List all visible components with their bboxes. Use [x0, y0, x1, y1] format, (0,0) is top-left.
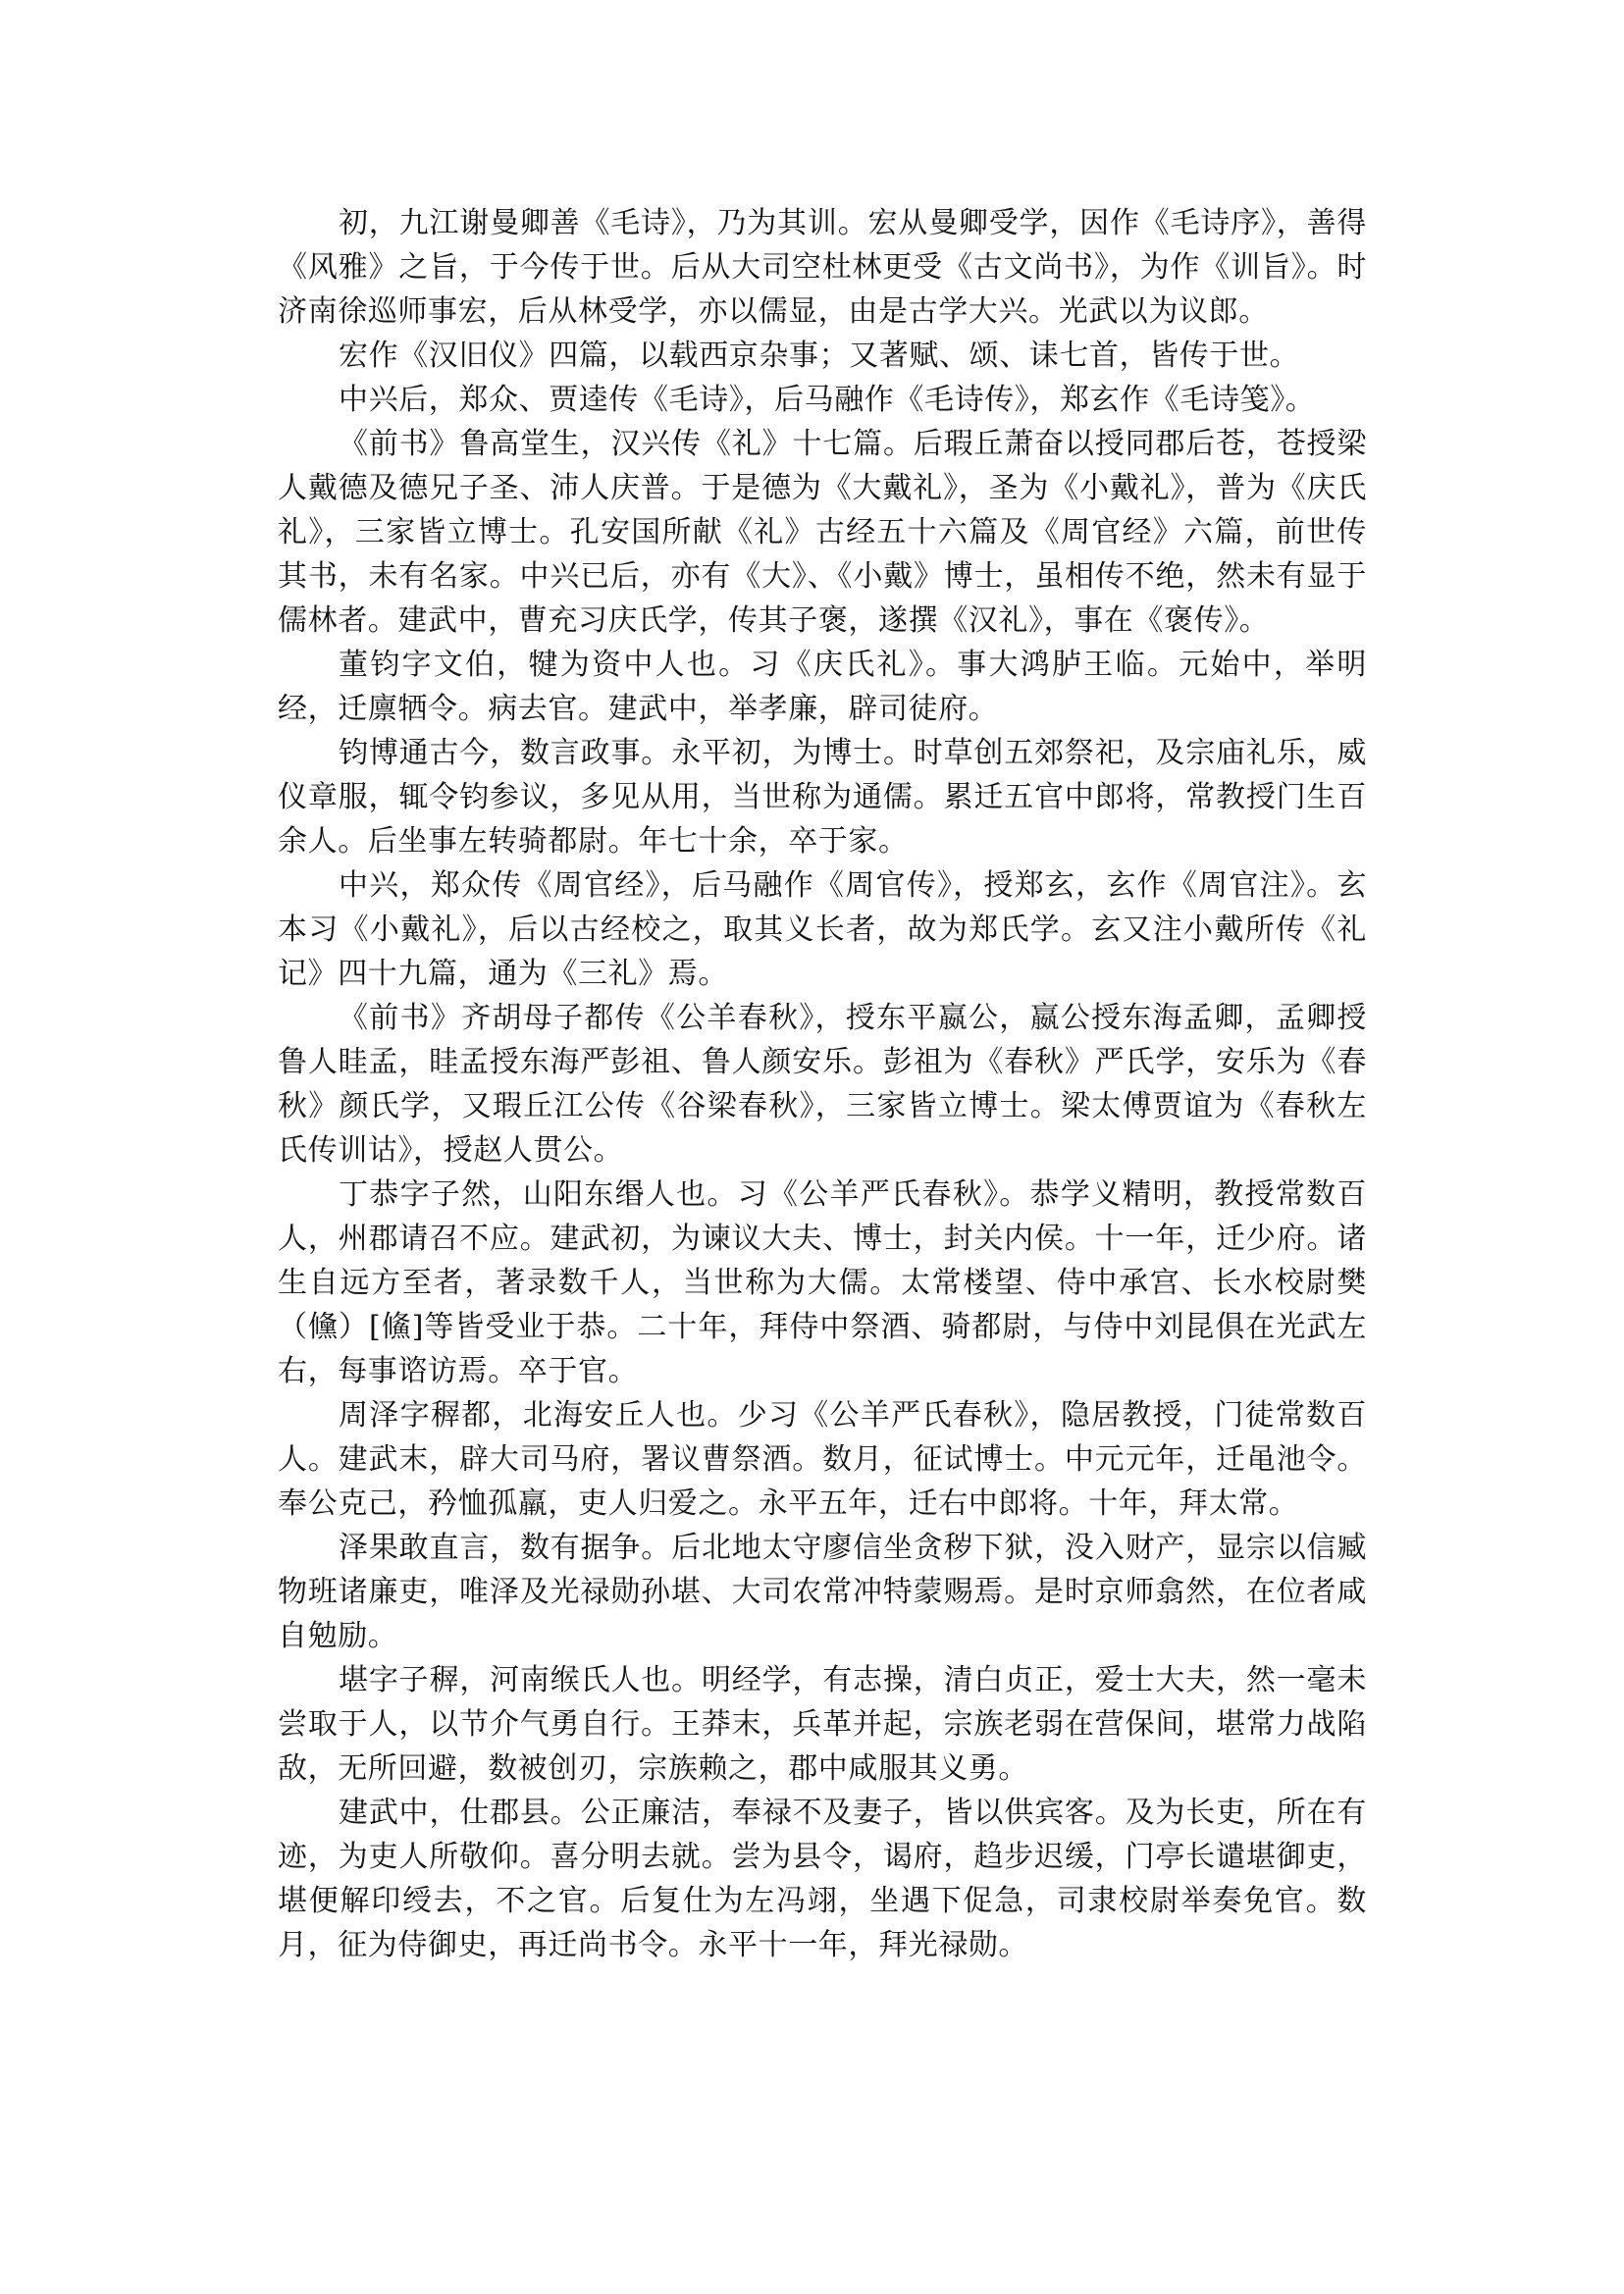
paragraph: 《前书》齐胡母子都传《公羊春秋》，授东平嬴公，嬴公授东海孟卿，孟卿授鲁人眭孟，眭孟授东海严彭祖、鲁人颜安乐。彭祖为《春秋》严氏学，安乐为《春秋》颜氏学，又瑕丘江公传《谷梁春秋》，三家皆立博士。梁太傅贾谊为《春秋左氏传训诂》，授赵人贯公。 — [278, 1001, 1367, 1168]
paragraph: 中兴，郑众传《周官经》，后马融作《周官传》，授郑玄，玄作《周官注》。玄本习《小戴礼》，后以古经校之，取其义长者，故为郑氏学。玄又注小戴所传《礼记》四十九篇，通为《三礼》焉。 — [278, 868, 1367, 991]
paragraph: 周泽字稺都，北海安丘人也。少习《公羊严氏春秋》，隐居教授，门徒常数百人。建武末，辟大司马府，署议曹祭酒。数月，征试博士。中元元年，迁黾池令。奉公克己，矜恤孤羸，吏人归爱之。永平五年，迁右中郎将。十年，拜太常。 — [278, 1398, 1367, 1521]
paragraph: 钧博通古今，数言政事。永平初，为博士。时草创五郊祭祀，及宗庙礼乐，威仪章服，辄令钧参议，多见从用，当世称为通儒。累迁五官中郎将，常教授门生百余人。后坐事左转骑都尉。年七十余，卒于家。 — [278, 736, 1367, 859]
paragraph: 《前书》鲁高堂生，汉兴传《礼》十七篇。后瑕丘萧奋以授同郡后苍，苍授梁人戴德及德兄子圣、沛人庆普。于是德为《大戴礼》，圣为《小戴礼》，普为《庆氏礼》，三家皆立博士。孔安国所献《礼》古经五十六篇及《周官经》六篇，前世传其书，未有名家。中兴已后，亦有《大》、《小戴》博士，虽相传不绝，然未有显于儒林者。建武中，曹充习庆氏学，传其子褒，遂撰《汉礼》，事在《褒传》。 — [278, 427, 1367, 638]
document-page — [278, 201, 1367, 1967]
paragraph: 建武中，仕郡县。公正廉洁，奉禄不及妻子，皆以供宾客。及为长吏，所在有迹，为吏人所敬仰。喜分明去就。尝为县令，谒府，趋步迟缓，门亭长谴堪御吏，堪便解印绶去，不之官。后复仕为左冯翊，坐遇下促急，司隶校尉举奏免官。数月，征为侍御史，再迁尚书令。永平十一年，拜光禄勋。 — [278, 1796, 1367, 1962]
paragraph: 堪字子稺，河南缑氏人也。明经学，有志操，清白贞正，爱士大夫，然一毫未尝取于人，以节介气勇自行。王莽末，兵革并起，宗族老弱在营保间，堪常力战陷敌，无所回避，数被创刃，宗族赖之，郡中咸服其义勇。 — [278, 1663, 1367, 1786]
paragraph: 中兴后，郑众、贾逵传《毛诗》，后马融作《毛诗传》，郑玄作《毛诗笺》。 — [339, 383, 1316, 417]
paragraph: 宏作《汉旧仪》四篇，以载西京杂事；又著赋、颂、诔七首，皆传于世。 — [339, 339, 1300, 373]
paragraph: 董钧字文伯，犍为资中人也。习《庆氏礼》。事大鸿胪王临。元始中，举明经，迁廪牺令。病去官。建武中，举孝廉，辟司徒府。 — [278, 648, 1367, 726]
paragraph: 初，九江谢曼卿善《毛诗》，乃为其训。宏从曼卿受学，因作《毛诗序》，善得《风雅》之旨，于今传于世。后从大司空杜林更受《古文尚书》，为作《训旨》。时济南徐巡师事宏，后从林受学，亦以儒显，由是古学大兴。光武以为议郎。 — [278, 206, 1367, 329]
paragraph: 丁恭字子然，山阳东缗人也。习《公羊严氏春秋》。恭学义精明，教授常数百人，州郡请召不应。建武初，为谏议大夫、博士，封关内侯。十一年，迁少府。诸生自远方至者，著录数千人，当世称为大儒。太常楼望、侍中承宫、长水校尉樊（儵）[鯈]等皆受业于恭。二十年，拜侍中祭酒、骑都尉，与侍中刘昆俱在光武左右，每事谘访焉。卒于官。 — [278, 1177, 1367, 1388]
paragraph: 泽果敢直言，数有据争。后北地太守廖信坐贪秽下狱，没入财产，显宗以信臧物班诸廉吏，唯泽及光禄勋孙堪、大司农常冲特蒙赐焉。是时京师翕然，在位者咸自勉励。 — [278, 1531, 1367, 1653]
